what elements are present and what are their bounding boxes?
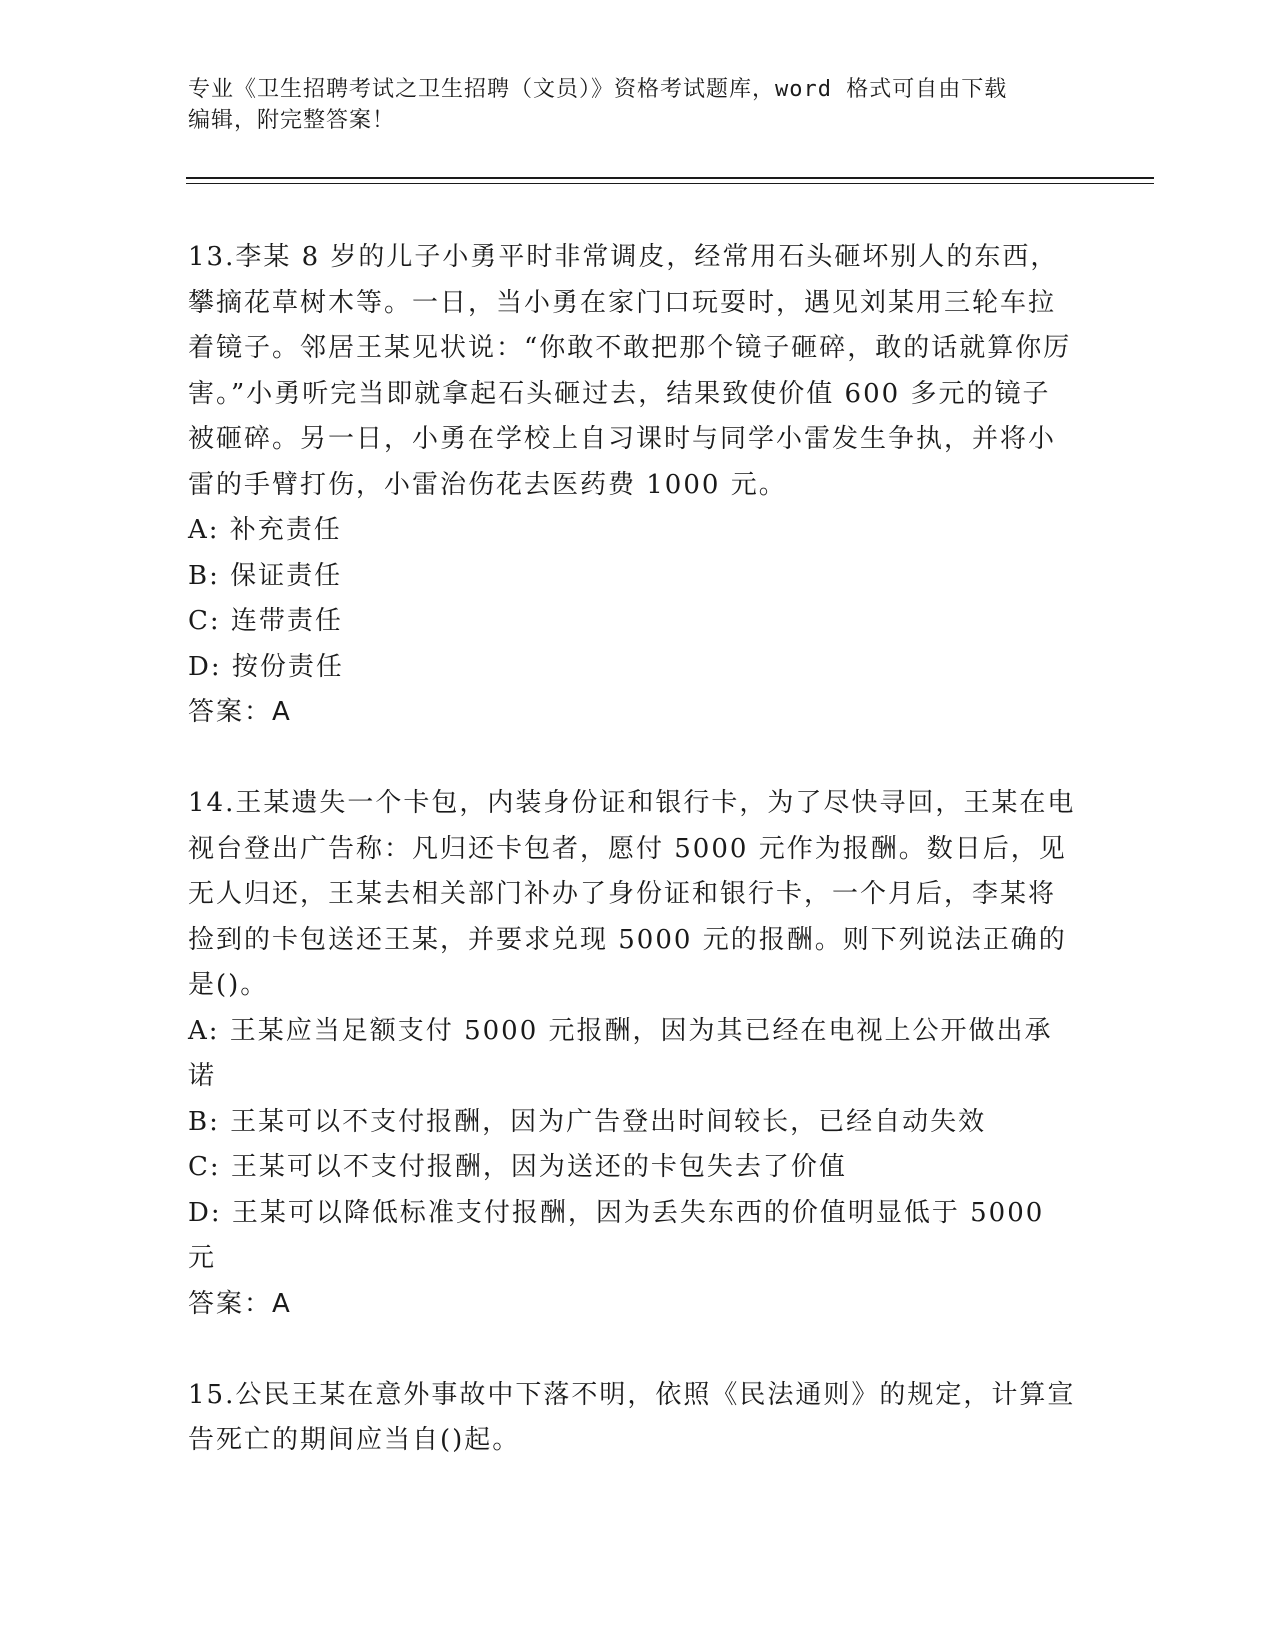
option-d: D: 按份责任 (188, 651, 344, 682)
option-a: A: 补充责任 (188, 515, 342, 545)
option-c: C: 连带责任 (188, 606, 343, 636)
question-15 (188, 1373, 1078, 1464)
header-divider-thin (186, 183, 1154, 184)
option-b: B: 王某可以不支付报酬，因为广告登出时间较长，已经自动失效 (188, 1106, 987, 1137)
answer-label: 答案：A (188, 697, 292, 727)
header-line-1: 专业《卫生招聘考试之卫生招聘（文员）》资格考试题库，word 格式可自由下载 (188, 77, 1008, 102)
question-stem: 13.李某 8 岁的儿子小勇平时非常调皮，经常用石头砸坏别人的东西，攀摘花草树木等。一日，当小勇在家门口玩耍时，遇见刘某用三轮车拉着镜子。邻居王某见状说：“你敢不敢把那个镜子砸碎，敢的话就算你厉害。”小勇听完当即就拿起石头砸过去，结果致使价值 600 多元的镜子被砸碎。另一日，小勇在学校上自习课时与同学小雷发生争执，并将小雷的手臂打伤，小雷治伤花去医药费 1000 元。 (188, 242, 1072, 500)
header-divider-thick (186, 177, 1154, 179)
question-14 (188, 781, 1078, 1327)
option-a: A: 王某应当足额支付 5000 元报酬，因为其已经在电视上公开做出承诺 (188, 1015, 1053, 1091)
header-line-2: 编辑，附完整答案！ (188, 108, 396, 133)
option-d: D: 王某可以降低标准支付报酬，因为丢失东西的价值明显低于 5000 元 (188, 1197, 1045, 1273)
question-list (188, 235, 1078, 1464)
option-b: B: 保证责任 (188, 560, 343, 591)
option-c: C: 王某可以不支付报酬，因为送还的卡包失去了价值 (188, 1152, 847, 1182)
answer-label: 答案：A (188, 1288, 292, 1319)
question-stem: 15.公民王某在意外事故中下落不明，依照《民法通则》的规定，计算宣告死亡的期间应当自()起。 (188, 1379, 1076, 1455)
document-header (188, 74, 1088, 136)
question-spacer (188, 736, 1078, 782)
question-13 (188, 235, 1078, 736)
question-spacer (188, 1327, 1078, 1373)
question-stem: 14.王某遗失一个卡包，内装身份证和银行卡，为了尽快寻回，王某在电视台登出广告称：凡归还卡包者，愿付 5000 元作为报酬。数日后，见无人归还，王某去相关部门补办了身份证和银行卡，一个月后，李某将捡到的卡包送还王某，并要求兑现 5000 元的报酬。则下列说法正确的是()。 (188, 788, 1076, 1000)
